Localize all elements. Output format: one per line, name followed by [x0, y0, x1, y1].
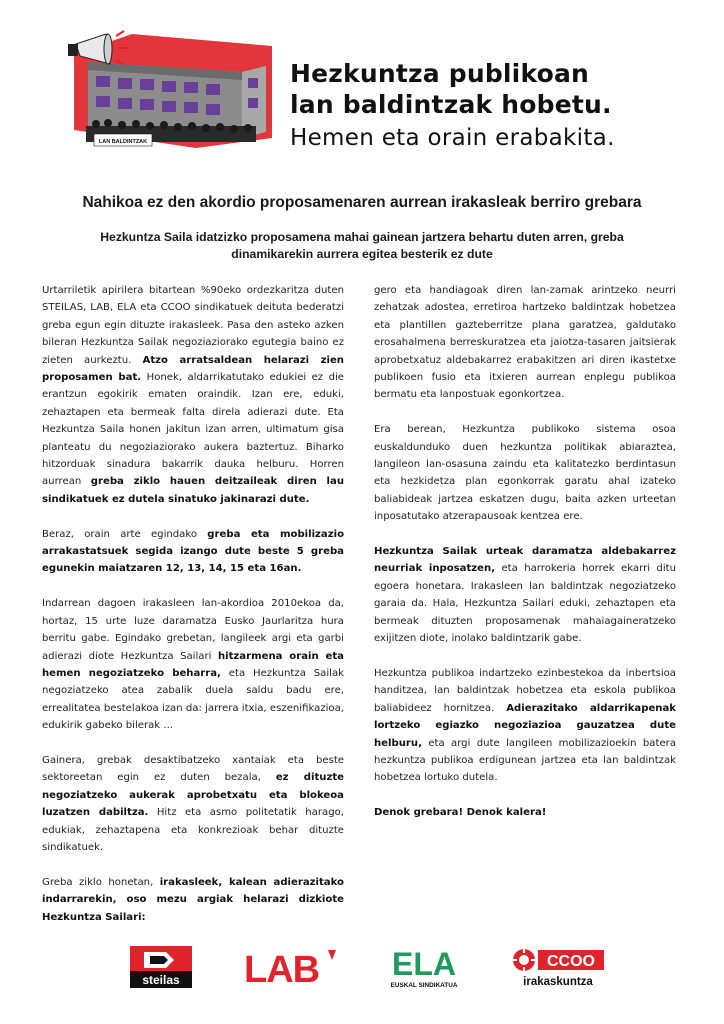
- left-column: [42, 282, 344, 943]
- right-paragraph-2: Era berean, Hezkuntza publikoko sistema osoa euskaldunduko duen hezkuntza politikak abiaraztea, langileon lan-osasuna zaindu eta kalitatezko berdintasun eta hezkidetza plan egonkorrak garatu ahal izateko baliabideak jartzea eskatzen dugu, baita azken urteetan inposatutako atzerapausoak kentzea ere.: [374, 424, 676, 523]
- steilas-logo: [130, 946, 192, 988]
- page-header: [0, 0, 724, 180]
- campaign-subtitle: Hemen eta orain erabakita.: [290, 125, 615, 151]
- ela-logo: [388, 944, 460, 990]
- svg-text:ELA: ELA: [392, 946, 456, 982]
- svg-text:irakaskuntza: irakaskuntza: [523, 976, 593, 988]
- svg-text:LAB: LAB: [244, 949, 320, 986]
- campaign-title: [290, 58, 710, 120]
- article-headline: Nahikoa ez den akordio proposamenaren aurrean irakasleak berriro grebara: [82, 194, 642, 211]
- ccoo-logo: [510, 946, 606, 990]
- svg-text:CCOO: CCOO: [547, 953, 595, 970]
- right-paragraph-3: Hezkuntza Sailak urteak daramatza aldebakarrez neurriak inposatzen, eta harrokeria horrek ekarri ditu egoera honetara. Irakasleen lan baldintzak negoziatzeko garaia da. Hala, Hezkuntza Sailari eduki, zehaztapen eta bermeak dituzten proposamenak mahaiagaineratzeko exijitzen diote, inolako baldintzarik gabe.: [374, 546, 676, 645]
- left-paragraph-5: Greba ziklo honetan, irakasleek, kalean adierazitako indarrarekin, oso mezu argiak helarazi dizkiote Hezkuntza Sailari:: [42, 876, 344, 923]
- svg-text:EUSKAL SINDIKATUA: EUSKAL SINDIKATUA: [390, 982, 458, 989]
- left-paragraph-4: Gainera, grebak desaktibatzeko xantaiak eta beste sektoreetan egin ez duten bezala, ez dituzte negoziatzeko aukerak aprobetxatu eta blokeoa luzatzen dabiltza. Hitz eta asmo politetatik harago, edukiak, zehaztapena eta konkrezioak behar dituzte sindikatuek.: [42, 754, 344, 853]
- campaign-title-line2: lan baldintzak hobetu.: [290, 90, 612, 119]
- school-protest-illustration: [66, 26, 272, 162]
- left-paragraph-1: Urtarriletik apirilera bitartean %90eko ordezkaritza duten STEILAS, LAB, ELA eta CCOO sindikatuek deituta bederatzi greba egun egin dituzte irakasleek. Pasa den asteko azken bileran Hezkuntza Sailak negoziaziorako egutegia baino ez zieten aurkeztu. Atzo arratsaldean helarazi zien proposamen bat. Honek, aldarrikatutako edukiei ez die erantzun egokirik ematen oraindik. Izan ere, eduki, zehaztapen eta bermeak falta direla adierazi dute. Eta Hezkuntza Saila honen jakitun izan arren, ultimatum gisa planteatu du negoziaziorako aukera baztertuz. Biharko hitzorduak sinadura bakarrik dauka helburu. Horren aurrean greba ziklo hauen deitzaileak diren lau sindikatuek ez dutela sinatuko jakinarazi dute.: [42, 285, 345, 505]
- left-paragraph-3: Indarrean dagoen irakasleen lan-akordioa 2010ekoa da, hortaz, 15 urte luze daramatza Eusko Jaurlaritza hura berritu gabe. Egindako grebetan, langileek argi eta garbi adierazi diote Hezkuntza Sailari hitzarmena orain eta hemen negoziatzeko beharra, eta Hezkuntza Sailak negoziatzeko atea zabalik duela saldu badu ere, errealitatea bestelakoa izan da: jarrera itxia, eszenifikazioa, edukirik gabeko bilerak ...: [42, 598, 344, 732]
- right-column: [374, 282, 676, 839]
- right-paragraph-4: Hezkuntza publikoa indartzeko ezinbestekoa da inbertsioa handitzea, lan baldintzak hobetzea eta eskola publikoa baliabideez hornitzea. Adierazitako aldarrikapenak lortzeko egiazko negoziazioa gauzatzea dute helburu, eta argi dute langileen mobilizazioekin batera hezkuntza publikoa erdigunean jartzea eta lan baldintzak hobetzea lortuko dutela.: [374, 667, 676, 784]
- article-subheadline: Hezkuntza Saila idatzizko proposamena mahai gainean jartzera behartu duten arren, greba dinamikarekin aurrera egitea besterik ez dute: [100, 230, 624, 261]
- left-paragraph-2: Beraz, orain arte egindako greba eta mobilizazio arrakastatsuek segida izango dute beste 5 greba egunekin maiatzaren 12, 13, 14, 15 eta 16an.: [42, 528, 344, 575]
- closing-slogan: Denok grebara! Denok kalera!: [374, 807, 547, 819]
- svg-text:steilas: steilas: [142, 973, 180, 987]
- lab-logo: [244, 948, 340, 986]
- campaign-title-line1: Hezkuntza publikoan: [290, 59, 590, 88]
- protest-banner-text: LAN BALDINTZAK: [98, 139, 148, 145]
- union-logos: [0, 940, 724, 1000]
- right-paragraph-1: gero eta handiagoak diren lan-zamak arintzeko neurri zehatzak adostea, erretiroa hartzeko baldintzak hobetzea eta plantillen gazteberritze plana garatzea, galdutako erosahalmena berreskuratzea eta jaiotza-tasaren jaitsierak aprobetxatuz aldebakarrez erabakitzen ari diren ikastetxe publikoen fusio eta itxieren aurrean enplegu publikoa bermatu eta lanpostuak egonkortzea.: [374, 285, 676, 401]
